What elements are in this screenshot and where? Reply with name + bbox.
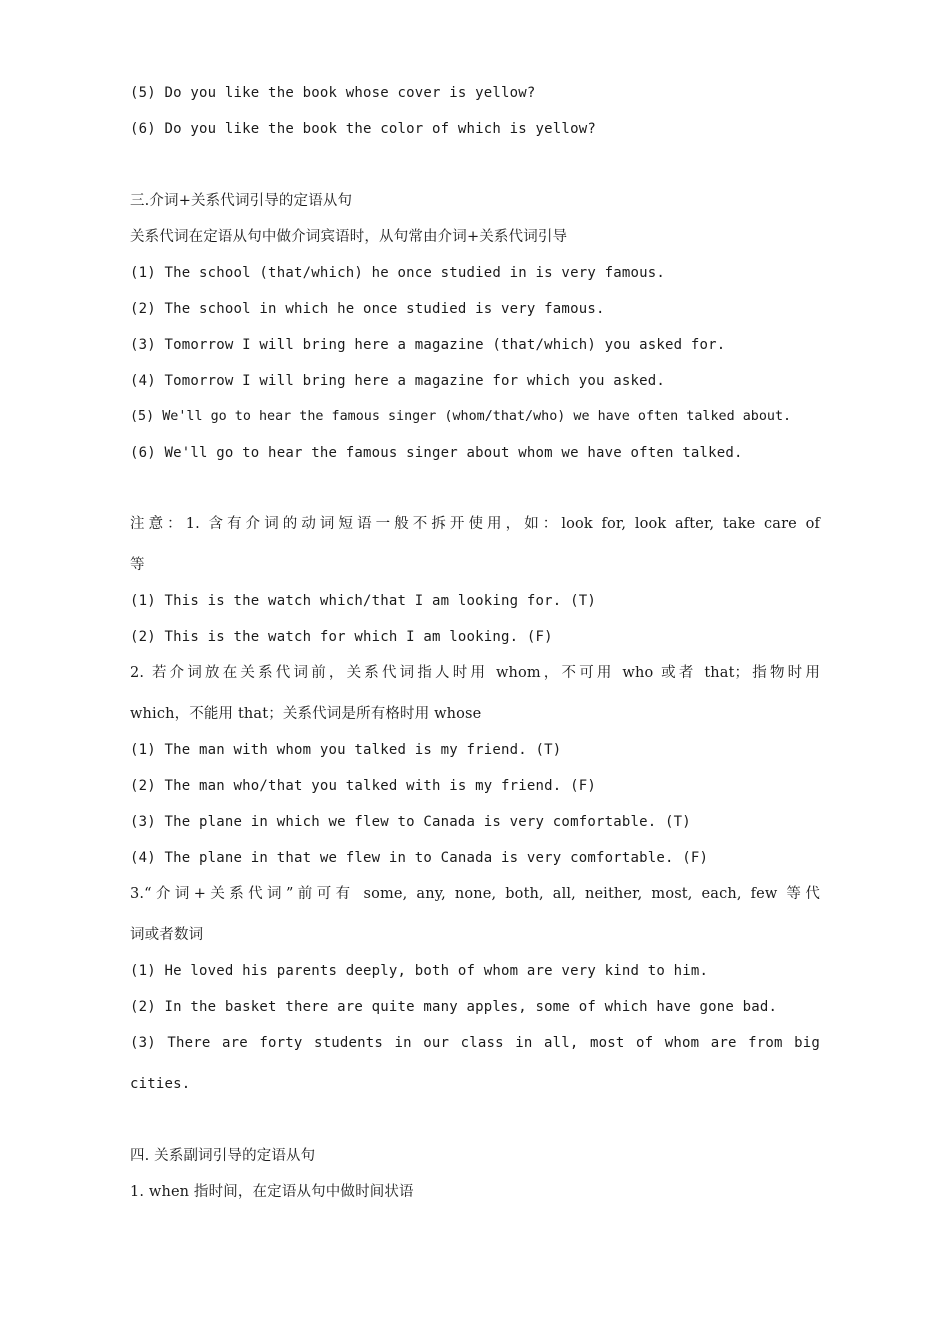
example-line: (4) The plane in that we flew in to Canada is very comfortable. (F) xyxy=(130,850,709,866)
paragraph-text: 1. when 指时间，在定语从句中做时间状语 xyxy=(130,1184,414,1200)
example-line: (2) This is the watch for which I am looking. (F) xyxy=(130,629,553,645)
example-line: (1) He loved his parents deeply, both of whom are very kind to him. xyxy=(130,963,709,979)
example-line: (1) This is the watch which/that I am looking for. (T) xyxy=(130,593,596,609)
example-line: (2) The school in which he once studied is very famous. xyxy=(130,301,605,317)
paragraph-text: 关系代词在定语从句中做介词宾语时，从句常由介词+关系代词引导 xyxy=(130,229,568,245)
note-paragraph-cont: which，不能用 that；关系代词是所有格时用 whose xyxy=(130,706,482,722)
note-paragraph: 3.“介词+关系代词”前可有 some, any, none, both, all, neither, most, each, few 等代 xyxy=(130,886,820,902)
example-line: (5) Do you like the book whose cover is yellow? xyxy=(130,85,536,101)
example-line: (6) We'll go to hear the famous singer about whom we have often talked. xyxy=(130,445,743,461)
example-line: (2) In the basket there are quite many apples, some of which have gone bad. xyxy=(130,999,778,1015)
note-paragraph-cont: 等 xyxy=(130,557,145,573)
example-line: (6) Do you like the book the color of which is yellow? xyxy=(130,121,596,137)
example-line: (3) The plane in which we flew to Canada is very comfortable. (T) xyxy=(130,814,691,830)
note-paragraph: 2. 若介词放在关系代词前，关系代词指人时用 whom，不可用 who 或者 that；指物时用 xyxy=(130,665,820,681)
section-heading: 四. 关系副词引导的定语从句 xyxy=(130,1148,316,1164)
example-line: (3) Tomorrow I will bring here a magazine (that/which) you asked for. xyxy=(130,337,726,353)
note-paragraph: 注意：1. 含有介词的动词短语一般不拆开使用，如：look for, look after, take care of xyxy=(130,516,820,532)
example-line: (3) There are forty students in our class in all, most of whom are from big xyxy=(130,1035,820,1051)
note-paragraph-cont: 词或者数词 xyxy=(130,927,204,943)
example-line: (5) We'll go to hear the famous singer (whom/that/who) we have often talked about. xyxy=(130,409,792,424)
example-line: (1) The man with whom you talked is my friend. (T) xyxy=(130,742,562,758)
example-line-cont: cities. xyxy=(130,1076,191,1092)
example-line: (2) The man who/that you talked with is my friend. (F) xyxy=(130,778,596,794)
example-line: (1) The school (that/which) he once studied in is very famous. xyxy=(130,265,665,281)
example-line: (4) Tomorrow I will bring here a magazine for which you asked. xyxy=(130,373,665,389)
section-heading: 三.介词+关系代词引导的定语从句 xyxy=(130,193,353,209)
